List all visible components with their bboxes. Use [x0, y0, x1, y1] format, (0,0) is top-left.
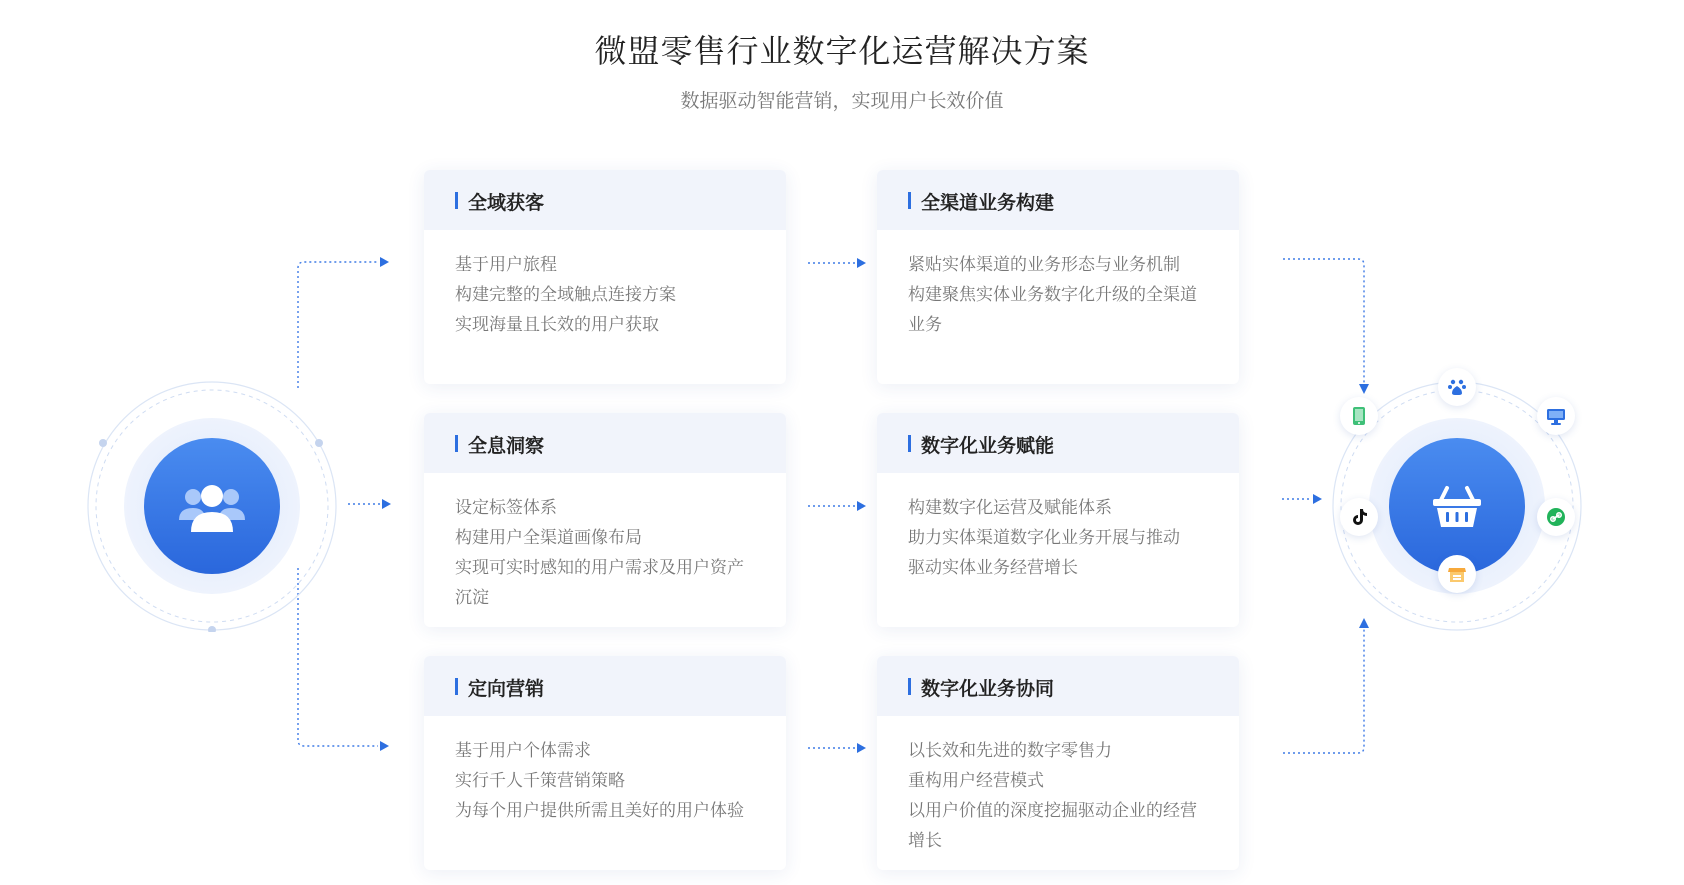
card-line: 实现可实时感知的用户需求及用户资产	[455, 558, 744, 578]
card-accent-bar	[908, 192, 911, 209]
card-accent-bar	[908, 678, 911, 695]
card-line: 构建数字化运营及赋能体系	[908, 498, 1112, 518]
card-omni-acquisition	[424, 170, 786, 384]
card-header	[877, 170, 1239, 230]
shopping-basket-icon	[1431, 484, 1483, 530]
card-targeted-marketing	[424, 656, 786, 870]
card-digital-enablement	[877, 413, 1239, 627]
card-line: 重构用户经营模式	[908, 771, 1044, 791]
card-header	[877, 413, 1239, 473]
card-header	[424, 170, 786, 230]
users-hub	[86, 380, 338, 632]
mini-program-link-icon	[1537, 498, 1575, 536]
arrow-head-9	[1313, 494, 1322, 504]
card-line: 实行千人千策营销策略	[455, 771, 625, 791]
card-line: 构建用户全渠道画像布局	[455, 528, 642, 548]
card-accent-bar	[455, 435, 458, 452]
card-title: 全渠道业务构建	[921, 192, 1055, 214]
card-line: 增长	[908, 831, 942, 851]
card-title: 数字化业务赋能	[921, 435, 1055, 457]
arrow-head-2	[380, 741, 389, 751]
card-line: 构建完整的全域触点连接方案	[455, 285, 676, 305]
card-line: 基于用户旅程	[455, 255, 557, 275]
monitor-icon	[1537, 397, 1575, 435]
card-line: 以用户价值的深度挖掘驱动企业的经营	[908, 801, 1197, 821]
card-line: 以长效和先进的数字零售力	[908, 741, 1112, 761]
card-line: 基于用户个体需求	[455, 741, 591, 761]
card-header	[424, 413, 786, 473]
arrow-head-5	[857, 501, 866, 511]
card-title: 全息洞察	[468, 435, 545, 457]
card-header	[877, 656, 1239, 716]
store-icon	[1438, 555, 1476, 593]
card-holographic-insight	[424, 413, 786, 627]
arrow-head-3	[382, 499, 391, 509]
card-accent-bar	[455, 192, 458, 209]
card-line: 紧贴实体渠道的业务形态与业务机制	[908, 255, 1180, 275]
arrow-head-6	[857, 743, 866, 753]
card-line: 构建聚焦实体业务数字化升级的全渠道	[908, 285, 1197, 305]
card-digital-collaboration	[877, 656, 1239, 870]
card-line: 实现海量且长效的用户获取	[455, 315, 659, 335]
card-header	[424, 656, 786, 716]
douyin-icon	[1340, 498, 1378, 536]
retail-hub	[1331, 380, 1583, 632]
card-line: 设定标签体系	[455, 498, 557, 518]
card-line: 沉淀	[455, 588, 489, 608]
baidu-paw-icon	[1438, 368, 1476, 406]
users-icon	[177, 482, 247, 534]
card-line: 驱动实体业务经营增长	[908, 558, 1078, 578]
card-accent-bar	[455, 678, 458, 695]
card-accent-bar	[908, 435, 911, 452]
card-line: 助力实体渠道数字化业务开展与推动	[908, 528, 1180, 548]
arrow-head-1	[380, 257, 389, 267]
card-omnichannel-build	[877, 170, 1239, 384]
card-line: 业务	[908, 315, 942, 335]
mobile-phone-icon	[1340, 397, 1378, 435]
card-title: 全域获客	[468, 192, 545, 214]
arrow-head-4	[857, 258, 866, 268]
card-title: 数字化业务协同	[921, 678, 1055, 700]
page-title: 微盟零售行业数字化运营解决方案	[594, 32, 1090, 70]
page-subtitle: 数据驱动智能营销，实现用户长效价值	[680, 90, 1004, 112]
card-title: 定向营销	[468, 678, 545, 700]
card-line: 为每个用户提供所需且美好的用户体验	[455, 801, 744, 821]
